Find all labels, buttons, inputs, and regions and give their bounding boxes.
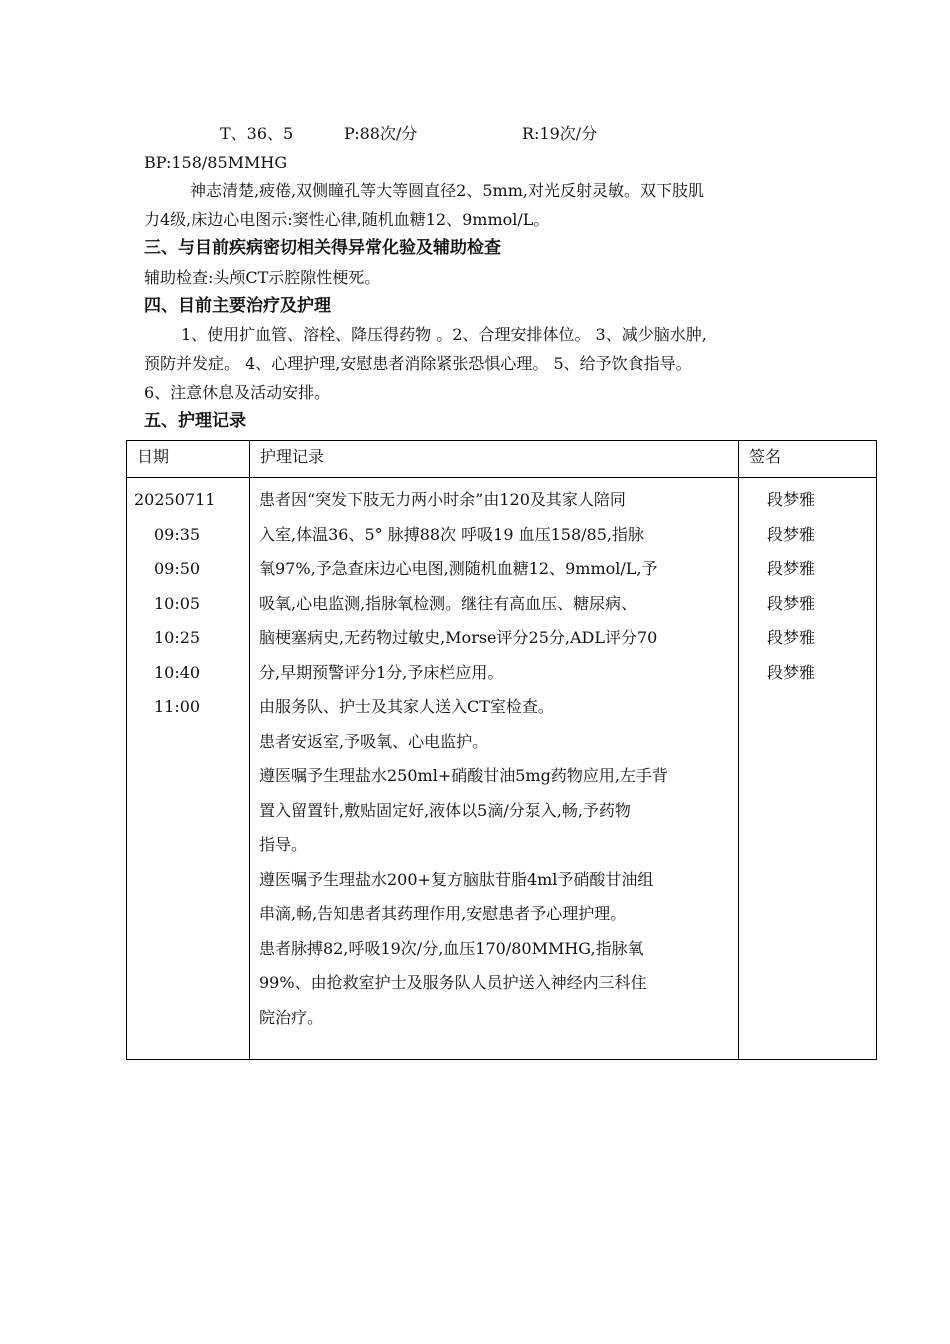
record-line: 患者脉搏82,呼吸19次/分,血压170/80MMHG,指脉氧 bbox=[259, 938, 644, 958]
record-time: 10:40 bbox=[154, 662, 201, 682]
vital-temperature: T、36、5 bbox=[220, 124, 294, 143]
date-cell bbox=[127, 478, 250, 1060]
section-3-text: 辅助检查:头颅CT示腔隙性梗死。 bbox=[144, 268, 381, 287]
vital-respiration: R:19次/分 bbox=[522, 124, 598, 143]
signature: 段梦雅 bbox=[767, 662, 816, 682]
record-time: 11:00 bbox=[154, 697, 201, 716]
record-line: 分,早期预警评分1分,予床栏应用。 bbox=[259, 662, 504, 682]
section-3-heading: 三、与目前疾病密切相关得异常化验及辅助检查 bbox=[144, 238, 501, 258]
table-header-row bbox=[127, 441, 877, 478]
record-line: 患者因“突发下肢无力两小时余”由120及其家人陪同 bbox=[259, 490, 626, 509]
vital-pulse: P:88次/分 bbox=[344, 124, 418, 143]
section-4-line-2: 预防并发症。 4、心理护理,安慰患者消除紧张恐惧心理。 5、给予饮食指导。 bbox=[144, 354, 692, 373]
record-time: 10:25 bbox=[154, 628, 201, 647]
signature: 段梦雅 bbox=[767, 490, 816, 509]
record-line: 吸氧,心电监测,指脉氧检测。继往有高血压、糖尿病、 bbox=[259, 593, 638, 613]
record-line: 99%、由抢救室护士及服务队人员护送入神经内三科住 bbox=[259, 973, 647, 992]
section-4-line-3: 6、注意休息及活动安排。 bbox=[144, 383, 331, 402]
record-line: 指导。 bbox=[259, 835, 308, 854]
signature-cell bbox=[739, 478, 877, 1060]
signature: 段梦雅 bbox=[767, 628, 816, 647]
record-time: 09:35 bbox=[154, 524, 201, 544]
signature: 段梦雅 bbox=[767, 559, 816, 578]
record-line: 院治疗。 bbox=[259, 1007, 324, 1027]
record-line: 置入留置针,敷贴固定好,液体以5滴/分泵入,畅,予药物 bbox=[259, 800, 631, 820]
section-5-heading: 五、护理记录 bbox=[144, 411, 246, 431]
record-date: 20250711 bbox=[134, 490, 216, 509]
nursing-record-table bbox=[126, 440, 877, 1060]
record-line: 患者安返室,予吸氧、心电监护。 bbox=[259, 731, 489, 751]
vital-blood-pressure: BP:158/85MMHG bbox=[144, 153, 288, 172]
record-line: 由服务队、护士及其家人送入CT室检查。 bbox=[259, 697, 554, 716]
header-signature: 签名 bbox=[739, 441, 877, 478]
section-4-heading: 四、目前主要治疗及护理 bbox=[144, 296, 331, 316]
signature: 段梦雅 bbox=[767, 593, 816, 613]
record-time: 10:05 bbox=[154, 593, 201, 613]
exam-line-2: 力4级,床边心电图示:窦性心律,随机血糖12、9mmol/L。 bbox=[144, 210, 550, 229]
record-line: 遵医嘱予生理盐水200+复方脑肽苷脂4ml予硝酸甘油组 bbox=[259, 869, 654, 889]
table-row bbox=[127, 478, 877, 1060]
section-4-line-1: 1、使用扩血管、溶栓、降压得药物 。2、合理安排体位。 3、减少脑水肿, bbox=[181, 325, 707, 344]
record-line: 串滴,畅,告知患者其药理作用,安慰患者予心理护理。 bbox=[259, 904, 627, 923]
exam-line-1: 神志清楚,疲倦,双侧瞳孔等大等圆直径2、5mm,对光反射灵敏。双下肢肌 bbox=[190, 181, 704, 200]
record-cell bbox=[250, 478, 739, 1060]
record-line: 遵医嘱予生理盐水250ml+硝酸甘油5mg药物应用,左手背 bbox=[259, 766, 668, 785]
header-date: 日期 bbox=[127, 441, 250, 478]
record-line: 脑梗塞病史,无药物过敏史,Morse评分25分,ADL评分70 bbox=[259, 628, 658, 647]
record-time: 09:50 bbox=[154, 559, 201, 578]
header-record: 护理记录 bbox=[250, 441, 739, 478]
record-line: 氧97%,予急查床边心电图,测随机血糖12、9mmol/L,予 bbox=[259, 559, 658, 578]
signature: 段梦雅 bbox=[767, 524, 816, 544]
record-line: 入室,体温36、5° 脉搏88次 呼吸19 血压158/85,指脉 bbox=[259, 524, 644, 544]
